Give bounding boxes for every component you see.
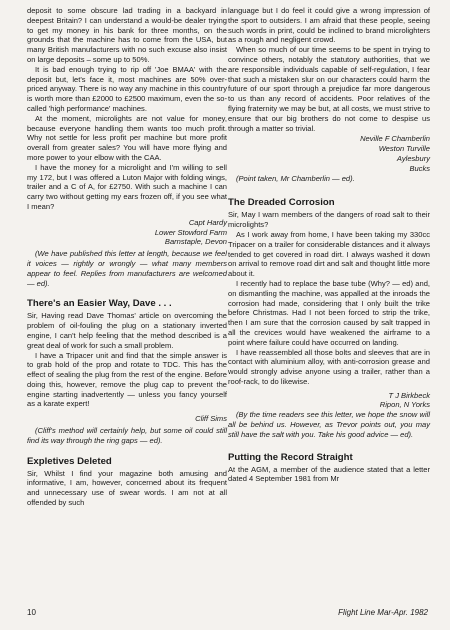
signature-line: Lower Stowford Farm	[154, 227, 227, 237]
letter-paragraph: At the AGM, a member of the audience stated that a letter dated 4 September 1981 from Mr	[228, 464, 430, 484]
letter-paragraph: I recently had to replace the base tube (Why? — ed) and, on dismantling the machine, was appalled at the inroads the corrosion had made, considering that I only built the trike before Christmas. Had I not been forced to strip the trike, then I am sure that the corrosion caused by salt trapped in all the crevices would have weakened the airframe to a point where failure could have occurred on landing.	[228, 278, 430, 347]
right-column	[228, 6, 430, 484]
publication-footer: Flight Line Mar-Apr. 1982	[338, 608, 428, 617]
letter-paragraph: At the moment, microlights are not value for money, because everyone handling them wants too much profit. Why not settle for less profit per machine but more profit overall from greater sales? You will have more flying and more power to your elbow with the CAA.	[27, 113, 227, 162]
editor-note: (Point taken, Mr Chamberlin — ed).	[236, 173, 355, 183]
letter-paragraph: I have the money for a microlight and I'm willing to sell my 172, but I was offered a Luton Major with folding wings, trailer and a C of A, for £2750. With such a machine I can carry two without getting my ears frozen off, if you see what I mean?	[27, 162, 227, 211]
signature-line: Neville F Chamberlin	[360, 134, 430, 144]
letter-signature	[228, 134, 430, 173]
letter-paragraph: Sir, Having read Dave Thomas' article on overcoming the problem of oil-fouling the plug on a stationary inverted engine, I can't help feeling that the method described is a great deal of work for such a small problem.	[27, 311, 227, 350]
letter-paragraph: I have reassembled all those bolts and sleeves that are in contact with aluminium alloy, with anti-corrosion grease and would strongly advise anyone using a trailer, rather than a roof-rack, to do likewise.	[228, 347, 430, 386]
letter-paragraph: deposit to some obscure lad trading in a backyard in deepest Britain? I can understand a would-be dealer trying to get my money in his bank for three months, on the grounds that the machine has to come from the USA, but many British manufacturers with no such excuse also insist on large deposits – some up to 50%.	[27, 6, 227, 64]
signature-line: Cliff Sims	[195, 414, 227, 424]
signature-line: Aylesbury	[396, 153, 430, 163]
signature-line: Barnstaple, Devon	[164, 237, 227, 247]
signature-line: T J Birkbeck	[388, 390, 430, 400]
letter-signature	[27, 218, 227, 247]
editor-note: (Cliff's method will certainly help, but some oil could still find its way through the ring gaps — ed).	[27, 426, 227, 445]
editor-note: (We have published this letter at length, because we feel it voices — rightly or wrongly — what many members appear to feel. Replies from manufacturers are welcomed — ed).	[27, 249, 227, 288]
editor-note: (By the time readers see this letter, we hope the snow will all be behind us. However, as Trevor points out, you may still have the salt with you. Take his good advice — ed).	[228, 410, 430, 439]
letter-paragraph: When so much of our time seems to be spent in trying to convince others, notably the statutory authorities, that we are responsible individuals capable of self-regulation, I fear that such a mistaken slur on our characters could harm the future of our sport through a prejudice far more dangerous to us than any record of accidents. Poor relatives of the flying fraternity we may be but, at all costs, we must strive to ensure that our big brothers do not come to despise us through a matter so trivial.	[228, 45, 430, 133]
letter-paragraph: I have a Tripacer unit and find that the simple answer is to grab hold of the prop and rotate to TDC. This has the effect of sealing the plug from the rest of the engine. Before doing this, however, remove the plug cap to prevent the engine starting inadvertently — unless you fancy yourself as a karate expert!	[27, 350, 227, 409]
letter-heading: The Dreaded Corrosion	[228, 197, 335, 209]
letter-heading: Expletives Deleted	[27, 455, 112, 467]
signature-line: Weston Turville	[378, 144, 430, 154]
letter-signature	[228, 391, 430, 411]
letter-paragraph: It is bad enough trying to rip off 'Joe BMAA' with the deposit but, let's face it, most machines are 50% over-priced anyway. There is no way any machine in this country is worth more than £2000 to £2500 maximum, even the so-called 'high performance' machines.	[27, 64, 227, 113]
letter-heading: Putting the Record Straight	[228, 451, 353, 463]
signature-line: Bucks	[409, 163, 430, 173]
signature-line: Capt Hardy	[188, 217, 227, 227]
signature-line: Ripon, N Yorks	[379, 400, 430, 410]
letter-paragraph: Sir, May I warn members of the dangers of road salt to their microlights?	[228, 210, 430, 230]
letter-paragraph: Sir, Whilst I find your magazine both amusing and informative, I am, however, concerned about its frequent and unnecessary use of swear words. I am not at all offended by such	[27, 468, 227, 508]
letter-paragraph: As I work away from home, I have been taking my 330cc Tripacer on a trailer for considerable distances and it always tended to get covered in road dirt. I always washed it down on arrival to remove road dirt and salt and thought little more about it.	[228, 229, 430, 279]
letter-paragraph: language but I do feel it could give a wrong impression of the sport to outsiders. I am afraid that these people, seeing such words in print, could be inclined to brand microlighters as a rough and negligent crowd.	[228, 6, 430, 45]
letter-heading: There's an Easier Way, Dave . . .	[27, 298, 172, 310]
left-column	[27, 6, 227, 508]
page-number: 10	[27, 608, 36, 617]
